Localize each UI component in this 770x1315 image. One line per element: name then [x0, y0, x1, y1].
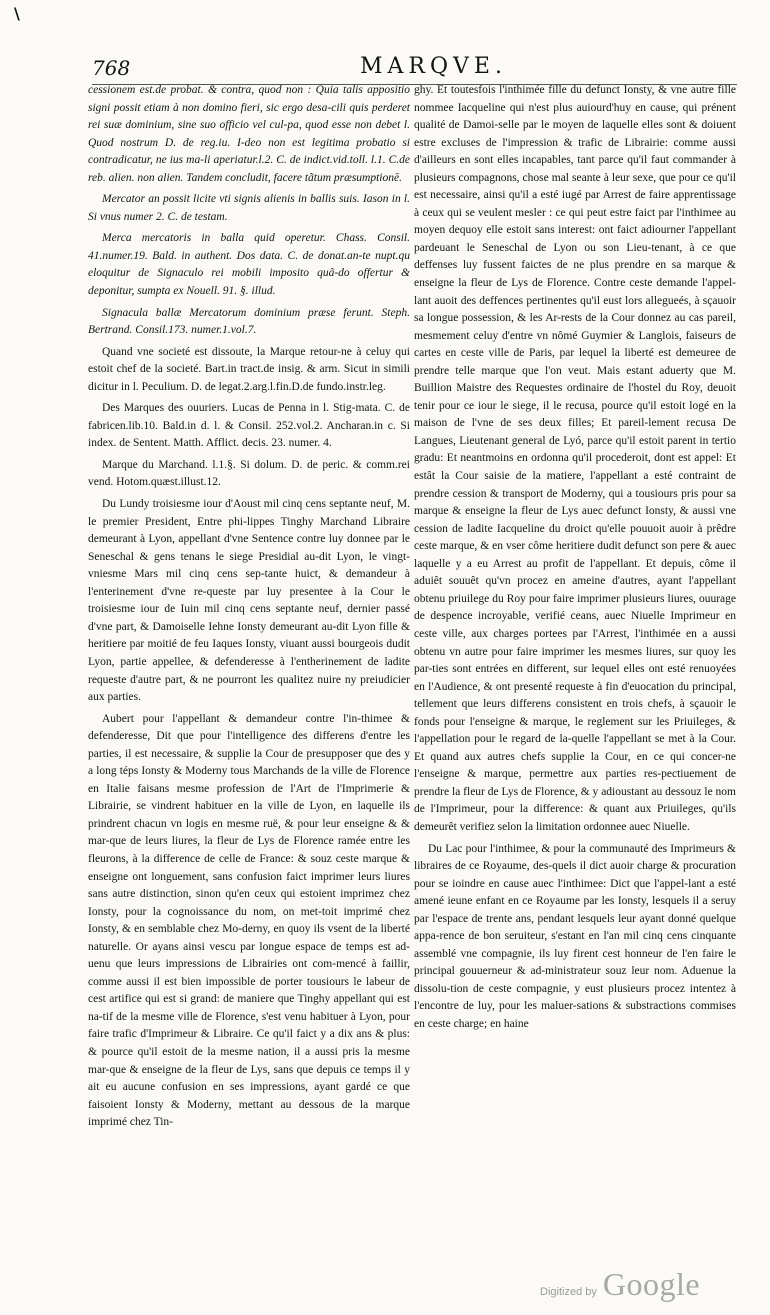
- paragraph: Des Marques des ouuriers. Lucas de Penna in l. Stig-mata. C. de fabricen.lib.10. Bald.in d. l. & Consil. 252.vol.2. Ancharan.in c. Si index. de Sentent. Matth. Afflict. decis. 23. numer. 4.: [88, 402, 410, 450]
- left-column: [88, 82, 410, 1132]
- paragraph: Du Lac pour l'inthimee, & pour la communauté des Imprimeurs & libraires de ce Royaume, des-quels il dict auoir charge & procuration pour se ioindre en cause auec l'inthimee: Dict que l'appel-lant a esté amené ieune enfant en ce Royaume par les Ionsty, lesquels il a seruy par l'espace de trente ans, pendant lesquels leur ayant donné quelque appa-rence de bon seruiteur, s'estant en l'an mil cinq cens cinquante assemblé vne compagnie, ils luy firent cest honneur de l'en faire le principal gouuerneur & ad-ministrateur souz leur nom. Aduenue la dissolu-tion de ceste compagnie, y eust plusieurs procez intentez à l'encontre de luy, pour les maluer-sations & substractions commises en ceste charge; en haine: [414, 842, 736, 1030]
- paragraph: Du Lundy troisiesme iour d'Aoust mil cinq cens septante neuf, M. le premier President, Entre phi-lippes Tinghy Marchand Libraire demeurant à Lyon, appellant d'vne Sentence contre luy donnee par le Seneschal & gens tenans le siege Presidial au-dit Lyon, le vingt-vniesme Mars mil cinq cens sep-tante huict, & demandeur à l'enterinement d'vne re-queste par luy presentee à la Cour le troisiesme iour de Iuin mil cinq cens septante neuf, dernier passé d'vne part, & Damoiselle Iehne Ionsty demeurant au-dit Lyon fille & heritiere par moitié de feu Iaques Ionsty, viuant aussi bourgeois dudit Lyon, partie appellee, & defenderesse à l'entherinement de ladite requeste d'autre part, & ne pourront les qualitez nuire ny preiudicier aux parties.: [88, 498, 410, 704]
- paragraph: Marque du Marchand. l.1.§. Si dolum. D. de peric. & comm.rei vend. Hotom.quæst.illust.12.: [88, 458, 410, 489]
- paragraph: cessionem est.de probat. & contra, quod non : Quia talis appositio signi possit etiam à non domino fieri, sic ergo desa-cili quis perderet rei suæ dominium, sine suo officio vel cul-pa, quod esse non debet l. Quod nostrum D. de reg.iu. I-deo non est legitima probatio si contradicatur, ne ius ma-li aperiatur.l.2. C. de indict.vid.toll. l.1. C.de reb. alien. non alien. Tandem concludit, facere tãtum præsumptionē.: [88, 84, 410, 184]
- digitized-by-label: Digitized by: [540, 1286, 597, 1298]
- corner-mark: \: [14, 4, 20, 23]
- paragraph: Aubert pour l'appellant & demandeur contre l'in-thimee & defenderesse, Dit que pour l'intelligence des differens d'entre les parties, il est necessaire, & supplie la Cour de presupposer que des y a long téps Ionsty & Moderny tous Marchands de la ville de Florence en Italie faisans mesme profession de l'Art de l'Imprimerie & Librairie, se vindrent habituer en la ville de Lyon, en laquelle ils prindrent chacun vn logis en mesme ruë, & pour leur enseigne & & mar-que de leurs liures, la fleur de Lys de Florence ramée entre les fleurons, à la difference de celle de France: & souz ceste marque & enseigne ont longuement, sans confusion faict imprimer leurs liures sans autre distinction, sinon qu'en ceux qui estoient imprimez chez Ionsty, pour la cognoissance du nom, on met-toit imprimé chez Ionsty, & en semblable chez Mo-derny, en quoy ils vsent de la liberté naturelle. Or ayans ainsi vescu par longue espace de temps est ad-uenu que leurs impressions de Librairies ont com-mencé à faillir, comme aussi il est bien impossible de porter tousiours le labeur de cest artifice qui est si grand: de maniere que Tinghy appellant qui est na-tif de la mesme ville de Florence, s'est venu habituer à Lyon, pour faire trafic d'Imprimeur & Libraire. Ce qu'il faict y a dix ans & plus: & pource qu'il estoit de la mesme nation, il a aussi pris la mesme mar-que & enseigne de la fleur de Lys, sans que depuis ce temps il y ait eu aucune confusion en ses impressions, ayant gardé ce que faisoient Ionsty & Moderny, mettant au dessous de la marque imprimé chez Tin-: [88, 712, 410, 1129]
- paragraph: ghy. Et toutesfois l'inthimée fille du defunct Ionsty, & vne autre fille nommee Iacqueline qui n'est plus auiourd'huy en cause, qui prénent qualité de Damoi-selle par le moyen de laquelle elles sont & doiuent estre excluses de l'impression & trafic de Librairie: comme aussi d'ailleurs en sont elles incapables, tant parce qu'il faut commander à plusieurs compagnons, chose mal seante à leur sexe, que pour ce qu'il est necessaire, ainsi qu'il a esté iugé par Arrest de faire apprentissage à ceux qui se veulent mesler : ce qui peut estre faict par l'inthimee au moyen dequoy elle estoit sans interest: ont faict adiourner l'appellant pardeuant le Seneschal de Lyon ou son Lieu-tenant, à ce que deffenses luy fussent faictes de ne plus prendre en sa marque & enseigne la fleur de Lys de Florence. Contre ceste demande l'appel-lant auoit des deffences pertinentes qu'il eust lors allegueés, à sçauoir sa longue possession, & les Ar-rests de la Cour donnez au cas pareil, mesmement celuy d'entre vn nômé Guymier & Langlois, faiseurs de cartes en ceste ville de Paris, par lequel la liberté est demeuree de prendre telle marque que l'on veut. Mais estant aduerty que M. Buillion Maistre des Requestes ordinaire de l'hostel du Roy, deuoit tenir pour ce iour le siege, il le recusa, pource qu'il estoit logé en la maison de l'vne de ses deux filles; Et pareil-lement recusa De Langues, Lieutenant general de Lyó, parce qu'il estoit parent in tertio gradu: Et neantmoins en ordonna qu'il procederoit, dont est appel: Et estât la Cour saisie de la matiere, l'appellant a esté contraint de prendre cession & transport de Moderny, qui a tousiours pris pour sa marque & enseigne la fleur de Lys auec defunct Ionsty, & aussi vne cession de ladite Iacqueline du droict qu'elle pouuoit auoir à prêdre ceste marque, & en vser côme heritiere dudit defunct son pere & auec laquelle y a eu Arrest au profit de l'appellant. Et depuis, côme il aduiêt souuêt qu'vn procez en ameine d'autres, ayant l'appellant obtenu priuilege du Roy pour faire imprimer plusieurs liures, ouurage de despence incroyable, verifié ceans, auec Niuelle Imprimeur en ceste ville, aux charges portees par l'Arrest, l'inthimée en a aussi obtenu vn autre pour faire imprimer les mesmes liures, sur quoy les par-ties sont entrées en different, sur lequel elles ont esté renuoyées en l'Audience, & ont presenté requeste à fin d'euocation du principal, tellement que leurs differens consistent en trois chefs, à sçauoir le fonds pour l'enseigne & marque, le reglement sur les Priuileges, & l'appellation pour le regard de la-quelle l'appellant se met à la Cour. Et quand aux autres chefs supplie la Cour, en ce qui concer-ne l'enseigne & marque, permettre aux parties res-pectiuement de prendre la fleur de Lys de Florence, & y adioustant au dessouz le nom de l'Imprimeur, pour la difference: & quant aux Priuileges, qu'ils demeurêt verifiez selon la limitation ordonnee auec Niuelle.: [414, 84, 736, 833]
- paragraph: Merca mercatoris in balla quid operetur. Chass. Consil. 41.numer.19. Bald. in authent. Dos data. C. de donat.an-te nupt.qu eloquitur de Signaculo rei mobili imposito quâ-do offertur & deponitur, sumpta ex Nouell. 91. §. illud.: [88, 232, 410, 298]
- paragraph: Signacula ballæ Mercatorum dominium præse ferunt. Steph. Bertrand. Consil.173. numer.1.vol.7.: [88, 306, 410, 337]
- page-number: 768: [92, 56, 131, 80]
- paragraph: Mercator an possit licite vti signis alienis in ballis suis. Iason in l. Si vnus numer 2. C. de testam.: [88, 193, 410, 223]
- digitized-by-google: [540, 1266, 700, 1303]
- paragraph: Quand vne societé est dissoute, la Marque retour-ne à celuy qui estoit chef de la societé. Bart.in tract.de insig. & arm. Sicut in simili dicitur in l. Peculium. D. de legat.2.arg.l.fin.D.de fundo.instr.leg.: [88, 345, 410, 393]
- google-logo: Google: [602, 1266, 701, 1302]
- right-column: [414, 82, 736, 1034]
- running-head: MARQVE.: [360, 54, 507, 79]
